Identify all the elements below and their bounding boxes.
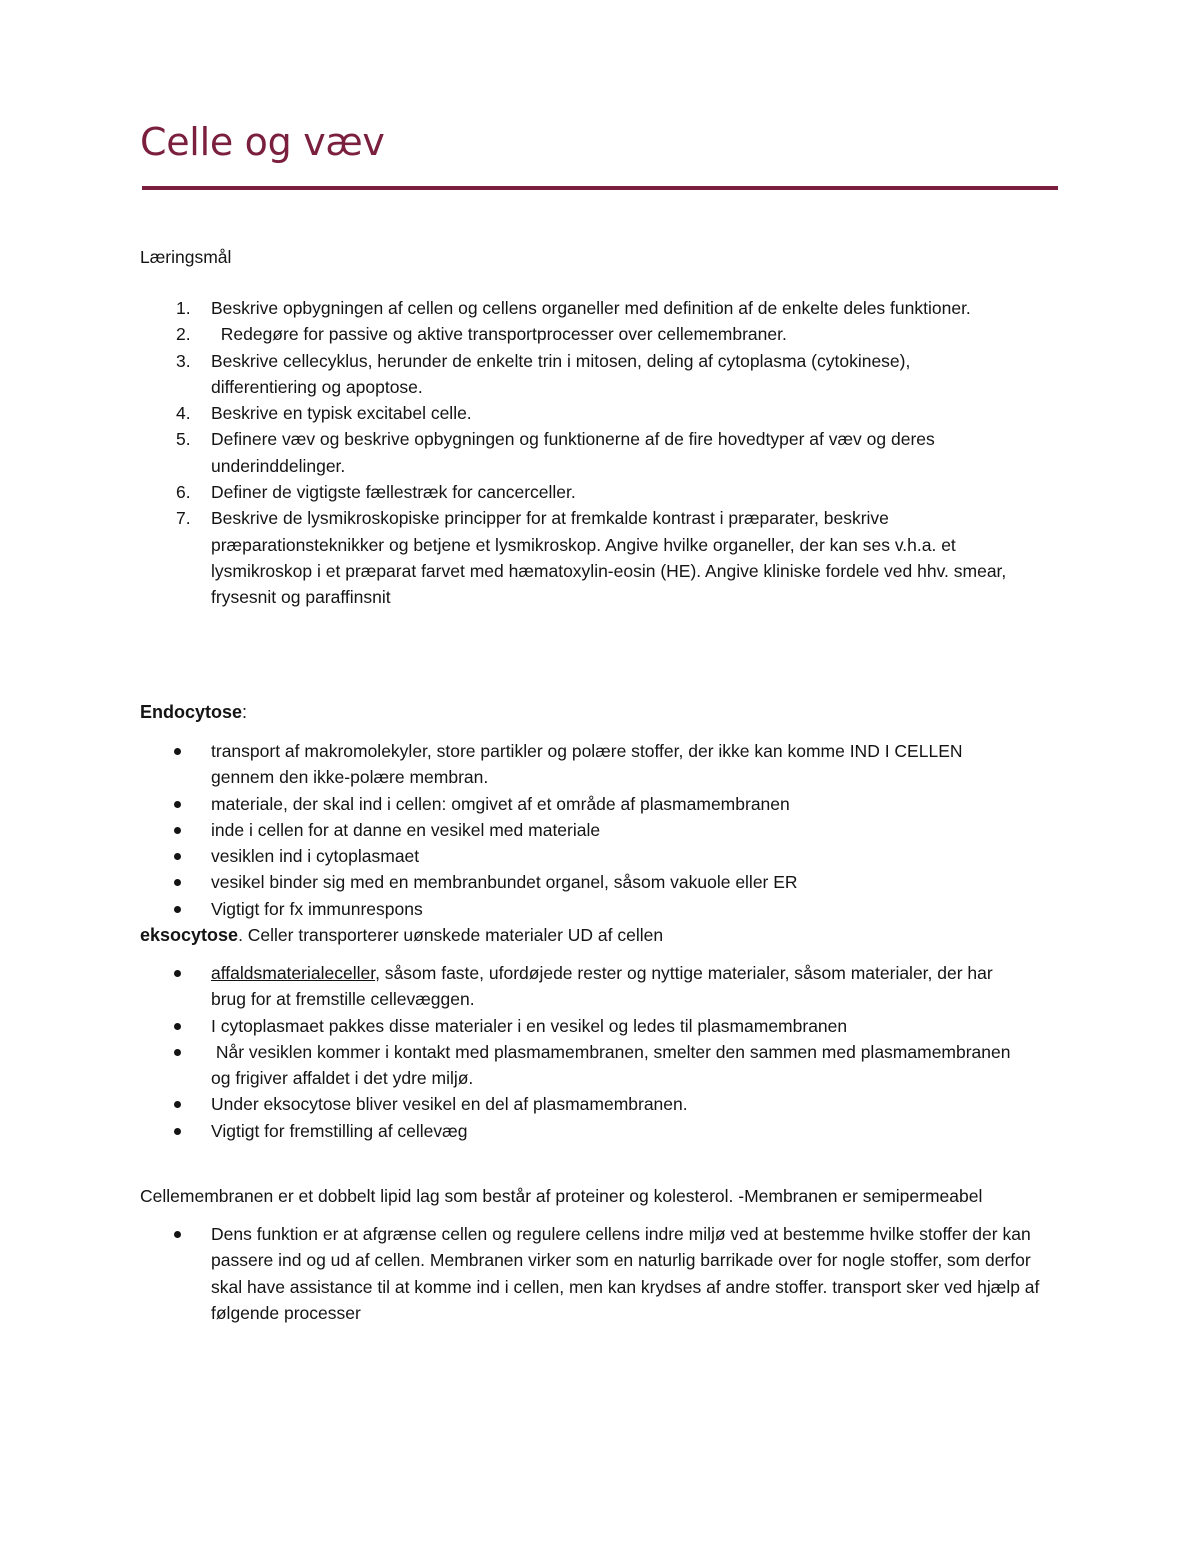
list-item: 5. Definere væv og beskrive opbygningen og funktionerne af de fire hovedtyper af væv og deres underinddelinger. [176, 429, 935, 476]
eksocytose-heading: eksocytose. Celler transporterer uønskede materialer UD af cellen [140, 925, 664, 945]
endocytose-list [140, 738, 1020, 922]
list-item: vesiklen ind i cytoplasmaet [140, 843, 1020, 869]
bullet-icon [174, 906, 181, 913]
eksocytose-section [140, 922, 1070, 1144]
list-item: 7. Beskrive de lysmikroskopiske principper for at fremkalde kontrast i præparater, beskrive præparationsteknikker og betjene et lysmikroskop. Angive hvilke organeller, der kan ses v.h.a. et lysmikroskop i et præparat farvet med hæmatoxylin-eosin (HE). Angive kliniske fordele ved hhv. smear, frysesnit og paraffinsnit [176, 508, 1007, 608]
list-item: 4. Beskrive en typisk excitabel celle. [176, 403, 472, 424]
membrane-intro: Cellemembranen er et dobbelt lipid lag som består af proteiner og kolesterol. -Membranen er semipermeabel [140, 1186, 983, 1206]
title-divider [142, 186, 1058, 190]
list-item: I cytoplasmaet pakkes disse materialer i en vesikel og ledes til plasmamembranen [140, 1013, 1020, 1039]
bullet-icon [174, 853, 181, 860]
page-title: Celle og væv [140, 120, 385, 164]
list-item: 2. Redegøre for passive og aktive transportprocesser over cellemembraner. [176, 324, 787, 345]
endocytose-section [140, 699, 1070, 922]
bullet-icon [174, 879, 181, 886]
list-item: 1. Beskrive opbygningen af cellen og cellens organeller med definition af de enkelte deles funktioner. [176, 298, 971, 318]
list-item: Vigtigt for fremstilling af cellevæg [140, 1118, 1020, 1144]
membrane-section [140, 1183, 1040, 1326]
bullet-icon [174, 748, 181, 755]
list-item: Dens funktion er at afgrænse cellen og regulere cellens indre miljø ved at bestemme hvilke stoffer der kan passere ind og ud af cellen. Membranen virker som en naturlig barrikade over for nogle stoffer, som derfor skal have assistance til at komme ind i cellen, men kan krydses af andre stoffer. transport sker ved hjælp af følgende processer [140, 1221, 1060, 1326]
learning-goals-label: Læringsmål [140, 247, 232, 267]
list-item: Under eksocytose bliver vesikel en del af plasmamembranen. [140, 1091, 1020, 1117]
list-item: affaldsmaterialeceller, såsom faste, ufordøjede rester og nyttige materialer, såsom materialer, der har brug for at fremstille cellevæggen. [140, 960, 1020, 1013]
learning-goals-section [140, 244, 1070, 611]
bullet-icon [174, 1023, 181, 1030]
bullet-icon [174, 1101, 181, 1108]
endocytose-heading: Endocytose: [140, 702, 248, 722]
learning-goals-list [140, 295, 1010, 611]
bullet-icon [174, 970, 181, 977]
list-item: transport af makromolekyler, store partikler og polære stoffer, der ikke kan komme IND I CELLEN gennem den ikke-polære membran. [140, 738, 1020, 791]
list-item: 3. Beskrive cellecyklus, herunder de enkelte trin i mitosen, deling af cytoplasma (cytokinese), differentiering og apoptose. [176, 350, 911, 397]
eksocytose-list [140, 960, 1020, 1144]
bullet-icon [174, 827, 181, 834]
bullet-icon [174, 1231, 181, 1238]
list-item: vesikel binder sig med en membranbundet organel, såsom vakuole eller ER [140, 869, 1020, 895]
list-item: 6. Definer de vigtigste fællestræk for cancerceller. [176, 482, 576, 503]
list-item: inde i cellen for at danne en vesikel med materiale [140, 817, 1020, 843]
membrane-list [140, 1221, 1060, 1326]
list-item: Når vesiklen kommer i kontakt med plasmamembranen, smelter den sammen med plasmamembranen og frigiver affaldet i det ydre miljø. [140, 1039, 1020, 1092]
list-item: Vigtigt for fx immunrespons [140, 896, 1020, 922]
bullet-icon [174, 801, 181, 808]
bullet-icon [174, 1128, 181, 1135]
bullet-icon [174, 1049, 181, 1056]
list-item: materiale, der skal ind i cellen: omgivet af et område af plasmamembranen [140, 791, 1020, 817]
